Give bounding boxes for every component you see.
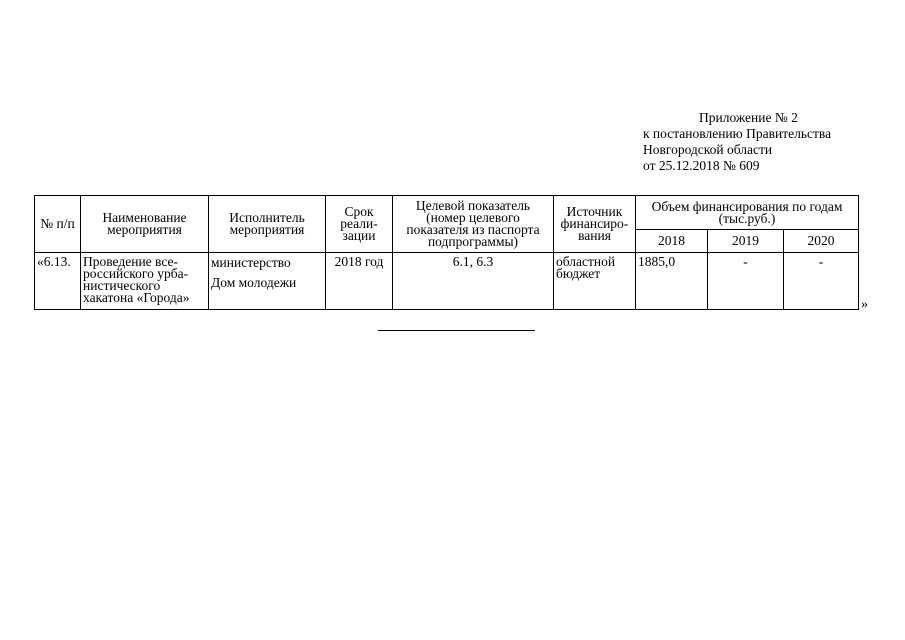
cell-num: «6.13. — [35, 253, 81, 310]
cell-value-2018: 1885,0 — [636, 253, 708, 310]
appendix-line-2: Новгородской области — [643, 142, 773, 157]
header-name: Наименование мероприятия — [81, 196, 209, 253]
cell-target: 6.1, 6.3 — [393, 253, 554, 310]
header-year-2018: 2018 — [636, 230, 708, 253]
cell-executor — [209, 253, 326, 310]
cell-value-2020: - — [784, 253, 859, 310]
table-row — [35, 253, 859, 310]
appendix-title: Приложение № 2 — [699, 110, 798, 125]
appendix-line-3: от 25.12.2018 № 609 — [643, 158, 760, 173]
closing-quote: » — [861, 297, 868, 312]
activities-table — [34, 195, 859, 310]
cell-term: 2018 год — [326, 253, 393, 310]
header-year-2020: 2020 — [784, 230, 859, 253]
header-num: № п/п — [35, 196, 81, 253]
executor-line-1: министерство — [211, 255, 291, 270]
header-funding: Объем финансирования по годам (тыс.руб.) — [636, 196, 859, 230]
header-executor: Исполнитель мероприятия — [209, 196, 326, 253]
cell-value-2019: - — [708, 253, 784, 310]
header-term: Срок реали-зации — [326, 196, 393, 253]
appendix-header — [643, 110, 873, 174]
header-target: Целевой показатель (номер целевого показателя из паспорта подпрограммы) — [393, 196, 554, 253]
cell-source: областной бюджет — [554, 253, 636, 310]
header-source: Источник финансиро-вания — [554, 196, 636, 253]
executor-line-2: Дом молодежи — [211, 275, 297, 290]
appendix-line-1: к постановлению Правительства — [643, 126, 832, 141]
end-divider — [378, 330, 535, 331]
cell-name: Проведение все-российского урба-нистического хакатона «Города» — [81, 253, 209, 310]
header-year-2019: 2019 — [708, 230, 784, 253]
